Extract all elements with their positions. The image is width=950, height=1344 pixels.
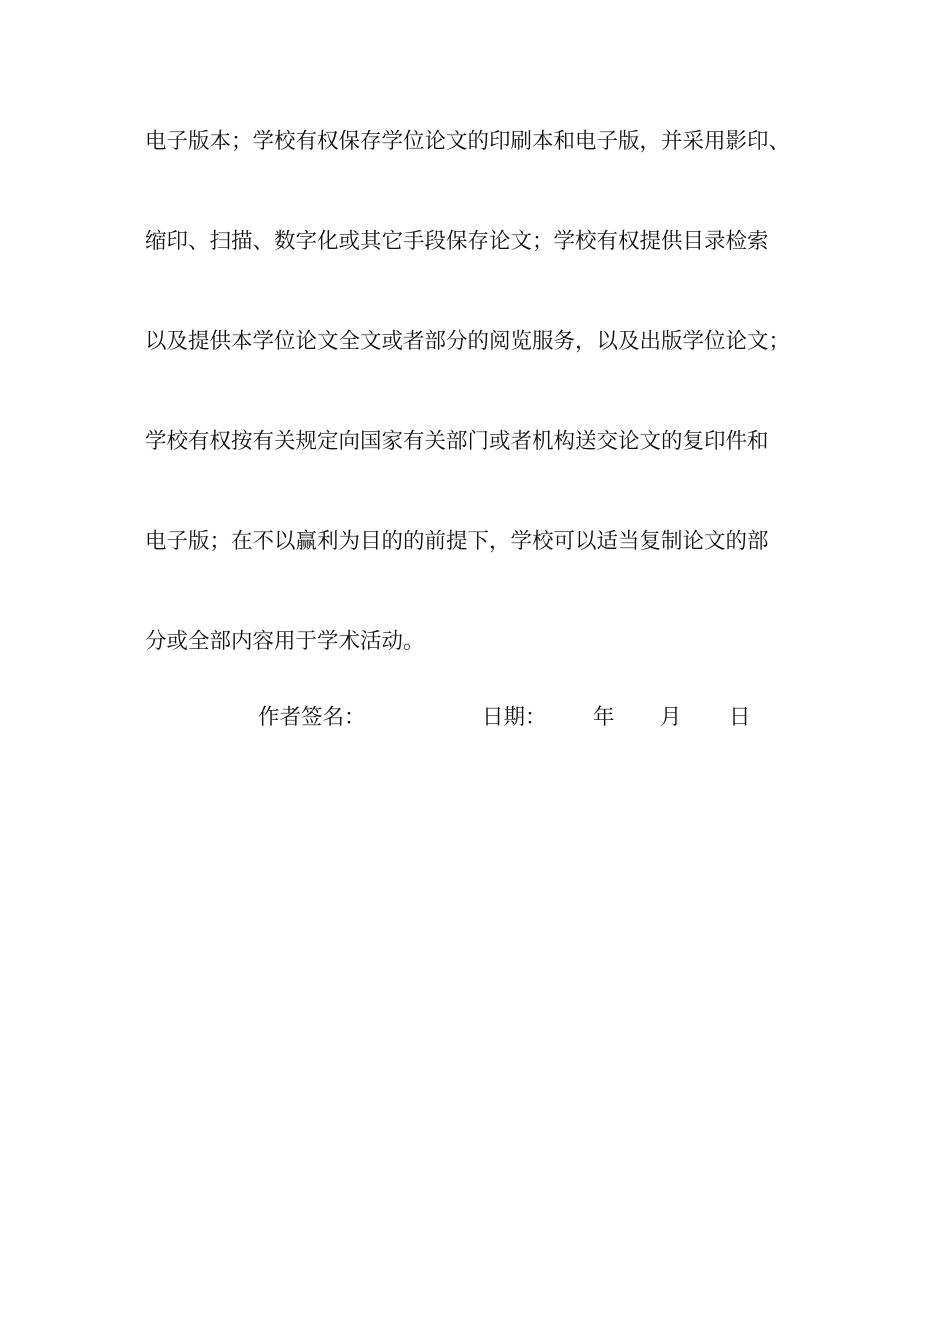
date-label: 日期：	[482, 705, 547, 730]
paragraph-line: 以及提供本学位论文全文或者部分的阅览服务，以及出版学位论文；	[145, 329, 791, 354]
paragraph-line: 电子版；在不以赢利为目的的前提下，学校可以适当复制论文的部	[145, 529, 769, 554]
month-label: 月	[660, 705, 682, 730]
paragraph-line: 学校有权按有关规定向国家有关部门或者机构送交论文的复印件和	[145, 429, 769, 454]
signature-date-row	[0, 700, 950, 736]
paragraph-line: 电子版本；学校有权保存学位论文的印刷本和电子版，并采用影印、	[145, 129, 791, 154]
author-signature-label: 作者签名：	[258, 705, 366, 730]
copyright-authorization-text	[145, 124, 825, 724]
day-label: 日	[729, 705, 751, 730]
paragraph-line: 缩印、扫描、数字化或其它手段保存论文；学校有权提供目录检索	[145, 229, 769, 254]
year-label: 年	[593, 705, 615, 730]
paragraph-line: 分或全部内容用于学术活动。	[145, 629, 425, 654]
